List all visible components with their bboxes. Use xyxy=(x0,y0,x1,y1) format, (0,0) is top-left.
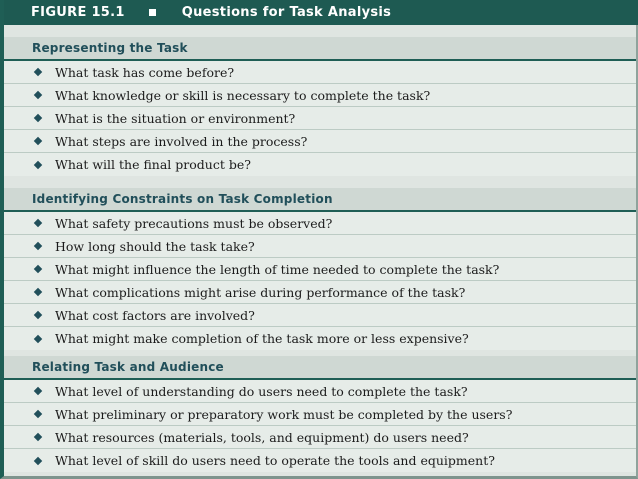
diamond-bullet-icon xyxy=(34,456,42,464)
list-item xyxy=(4,380,636,403)
diamond-bullet-icon xyxy=(34,311,42,319)
item-text: What cost factors are involved? xyxy=(55,307,255,323)
list-item xyxy=(4,212,636,235)
list-item xyxy=(4,327,636,350)
section-heading: Identifying Constraints on Task Completion xyxy=(4,188,636,212)
list-item xyxy=(4,449,636,472)
diamond-bullet-icon xyxy=(34,387,42,395)
item-text: What complications might arise during performance of the task? xyxy=(55,284,466,300)
item-text: What knowledge or skill is necessary to complete the task? xyxy=(55,87,431,103)
section-items xyxy=(4,380,636,472)
diamond-bullet-icon xyxy=(34,288,42,296)
section-identifying-constraints xyxy=(4,188,636,350)
list-item xyxy=(4,107,636,130)
list-item xyxy=(4,304,636,327)
diamond-bullet-icon xyxy=(34,160,42,168)
diamond-bullet-icon xyxy=(34,334,42,342)
item-text: What safety precautions must be observed? xyxy=(55,215,333,231)
diamond-bullet-icon xyxy=(34,410,42,418)
item-text: How long should the task take? xyxy=(55,238,255,254)
section-heading: Representing the Task xyxy=(4,37,636,61)
item-text: What is the situation or environment? xyxy=(55,110,296,126)
item-text: What might make completion of the task more or less expensive? xyxy=(55,331,469,346)
section-items xyxy=(4,61,636,176)
item-text: What preliminary or preparatory work must be completed by the users? xyxy=(55,406,513,422)
item-text: What might influence the length of time needed to complete the task? xyxy=(55,261,500,277)
section-items xyxy=(4,212,636,350)
diamond-bullet-icon xyxy=(34,91,42,99)
figure-title: Questions for Task Analysis xyxy=(181,5,392,20)
list-item xyxy=(4,426,636,449)
list-item xyxy=(4,281,636,304)
diamond-bullet-icon xyxy=(34,265,42,273)
item-text: What will the final product be? xyxy=(55,157,251,172)
list-item xyxy=(4,61,636,84)
diamond-bullet-icon xyxy=(34,114,42,122)
figure-header xyxy=(4,0,638,25)
item-text: What level of understanding do users need to complete the task? xyxy=(55,383,468,399)
item-text: What resources (materials, tools, and equipment) do users need? xyxy=(55,429,469,445)
section-representing-task xyxy=(4,37,636,176)
diamond-bullet-icon xyxy=(34,68,42,76)
list-item xyxy=(4,130,636,153)
item-text: What level of skill do users need to operate the tools and equipment? xyxy=(55,453,495,468)
diamond-bullet-icon xyxy=(34,242,42,250)
diamond-bullet-icon xyxy=(34,433,42,441)
list-item xyxy=(4,84,636,107)
list-item xyxy=(4,403,636,426)
list-item xyxy=(4,235,636,258)
section-relating-task-audience xyxy=(4,356,636,472)
item-text: What task has come before? xyxy=(55,64,235,80)
diamond-bullet-icon xyxy=(34,137,42,145)
list-item xyxy=(4,258,636,281)
square-bullet-icon xyxy=(149,9,156,16)
section-heading: Relating Task and Audience xyxy=(4,356,636,380)
figure-number: FIGURE 15.1 xyxy=(31,5,125,20)
list-item xyxy=(4,153,636,176)
item-text: What steps are involved in the process? xyxy=(55,133,308,149)
diamond-bullet-icon xyxy=(34,219,42,227)
